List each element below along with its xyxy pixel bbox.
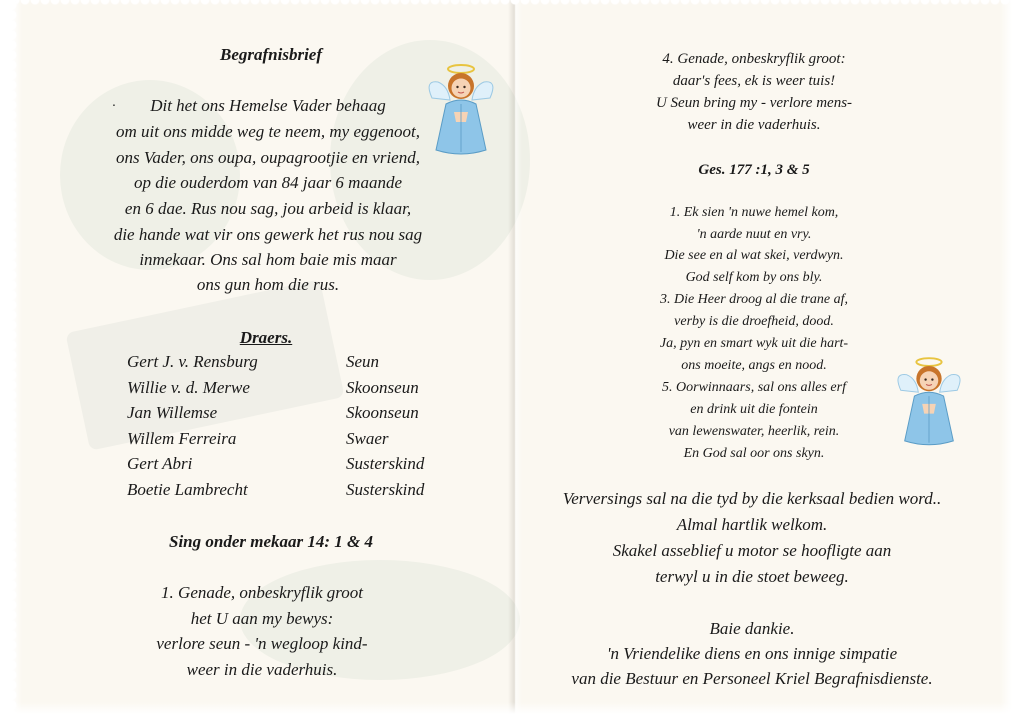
- page-fold: [508, 0, 522, 724]
- notice-line: op die ouderdom van 84 jaar 6 maande: [133, 173, 403, 192]
- bearer-relation: Swaer: [346, 429, 389, 448]
- page-edge: [0, 702, 1024, 724]
- hymn-line: weer in die vaderhuis.: [186, 660, 338, 679]
- signature-line: 'n Vriendelike diens en ons innige simpatie: [606, 644, 898, 663]
- notice-line: ons gun hom die rus.: [196, 275, 340, 294]
- angel-icon: [424, 60, 498, 156]
- verse-line: 4. Genade, onbeskryflik groot:: [662, 51, 846, 67]
- closing-line: terwyl u in die stoet beweeg.: [655, 567, 849, 586]
- hymn-heading: Sing onder mekaar 14: 1 & 4: [168, 532, 374, 551]
- bearers-heading: Draers.: [239, 328, 293, 347]
- closing-line: Verversings sal na die tyd by die kerksaal bedien word..: [562, 489, 942, 508]
- bearer-relation: Susterskind: [346, 454, 425, 473]
- closing-line: Skakel asseblief u motor se hoofligte aan: [612, 541, 892, 560]
- notice-line: inmekaar. Ons sal hom baie mis maar: [139, 250, 397, 269]
- bearer-relation: Seun: [346, 352, 380, 371]
- signature-line: van die Bestuur en Personeel Kriel Begrafnisdienste.: [571, 669, 933, 688]
- ges-line: 5. Oorwinnaars, sal ons alles erf: [662, 380, 846, 395]
- notice-line: ons Vader, ons oupa, oupagrootjie en vriend,: [116, 148, 420, 167]
- ges-line: Die see en al wat skei, verdwyn.: [664, 248, 844, 263]
- ges-line: 1. Ek sien 'n nuwe hemel kom,: [669, 205, 839, 220]
- hymn-line: het U aan my bewys:: [190, 609, 334, 628]
- closing-line: Almal hartlik welkom.: [676, 515, 828, 534]
- hymn-line: verlore seun - 'n wegloop kind-: [156, 634, 368, 653]
- scalloped-edge: [0, 0, 1024, 14]
- bearer-name: Jan Willemse: [127, 403, 218, 422]
- angel-icon: [893, 352, 965, 448]
- ges-heading: Ges. 177 :1, 3 & 5: [698, 162, 810, 178]
- page-edge: [1000, 0, 1024, 724]
- notice-line: en 6 dae. Rus nou sag, jou arbeid is klaar,: [124, 199, 412, 218]
- bullet-dot: ·: [112, 99, 116, 114]
- ges-line: en drink uit die fontein: [690, 402, 818, 417]
- ges-line: verby is die droefheid, dood.: [674, 314, 834, 329]
- bearer-name: Willem Ferreira: [127, 429, 237, 448]
- notice-line: die hande wat vir ons gewerk het rus nou sag: [113, 225, 423, 244]
- verse-line: U Seun bring my - verlore mens-: [655, 95, 853, 111]
- bearer-name: Gert J. v. Rensburg: [127, 352, 258, 371]
- page-title: Begrafnisbrief: [220, 45, 322, 64]
- scalloped-edge: [12, 0, 22, 724]
- bearer-relation: Susterskind: [346, 480, 425, 499]
- bearer-name: Gert Abri: [127, 454, 193, 473]
- ges-line: ons moeite, angs en nood.: [681, 358, 827, 373]
- bearer-relation: Skoonseun: [346, 378, 419, 397]
- ges-line: Ja, pyn en smart wyk uit die hart-: [659, 336, 849, 351]
- ges-line: 3. Die Heer droog al die trane af,: [659, 292, 849, 307]
- ges-line: 'n aarde nuut en vry.: [696, 227, 812, 242]
- bearer-name: Boetie Lambrecht: [127, 480, 248, 499]
- notice-line: om uit ons midde weg te neem, my eggenoot,: [115, 122, 421, 141]
- ges-line: En God sal oor ons skyn.: [683, 446, 825, 461]
- thanks-line: Baie dankie.: [709, 619, 795, 638]
- verse-line: daar's fees, ek is weer tuis!: [672, 73, 836, 89]
- ges-line: van lewenswater, heerlik, rein.: [668, 424, 840, 439]
- ges-line: God self kom by ons bly.: [685, 270, 823, 285]
- hymn-line: 1. Genade, onbeskryflik groot: [161, 583, 363, 602]
- notice-line: Dit het ons Hemelse Vader behaag: [150, 96, 386, 115]
- verse-line: weer in die vaderhuis.: [687, 117, 821, 133]
- bearer-name: Willie v. d. Merwe: [127, 378, 250, 397]
- bearer-relation: Skoonseun: [346, 403, 419, 422]
